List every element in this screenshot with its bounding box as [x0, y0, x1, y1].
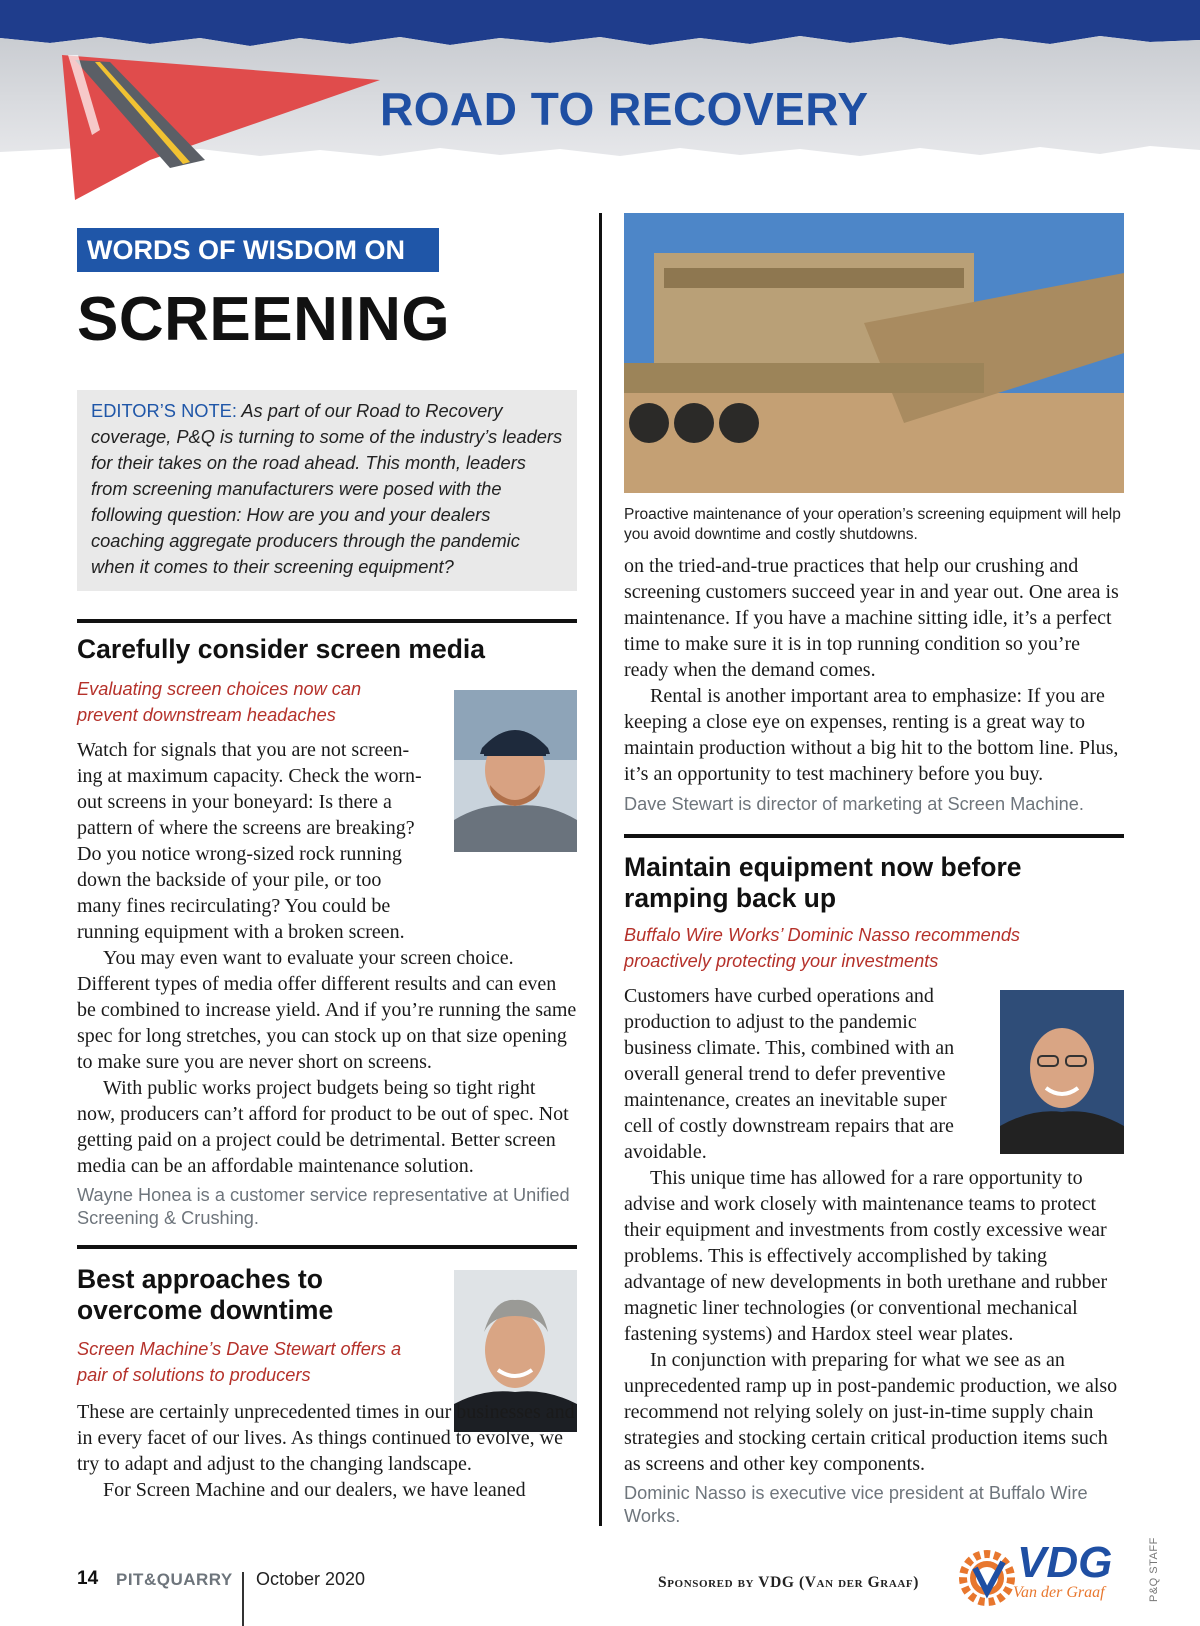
photo-credit-vertical [1148, 1522, 1162, 1602]
section-divider [77, 619, 577, 623]
vdg-logo [955, 1538, 1125, 1618]
magazine-name: PIT&QUARRY [116, 1570, 233, 1589]
paragraph: on the tried-and-true practices that help our crushing and screening customers succeed year in and year out. One area is maintenance. If you have a machine sitting idle, it’s a perfect time to make sure it is in top running condition so you’re ready when the demand comes. [624, 555, 1119, 681]
sponsor-text: Sponsored by VDG (Van der Graaf) [658, 1574, 919, 1591]
section-subhead-downtime: Screen Machine’s Dave Stewart offers a pair of solutions to producers [77, 1339, 402, 1385]
paragraph: For Screen Machine and our dealers, we have leaned [103, 1479, 526, 1501]
page-number: 14 [77, 1568, 99, 1589]
section-divider [624, 834, 1124, 838]
screening-equipment-photo [624, 213, 1124, 493]
footer-separator [242, 1572, 244, 1626]
section-body-downtime-part2 [624, 553, 1124, 787]
paragraph: In conjunction with preparing for what we see as an unprecedented ramp up in post-pandemic production, we also recommend not relying solely on just-in-time supply chain strategies and stocking certain critical production items such as screens and other key components. [624, 1349, 1118, 1475]
column-divider [599, 213, 602, 1526]
paragraph: This unique time has allowed for a rare opportunity to advise and work closely with maintenance teams to protect their equipment and investments from costly excessive wear problems. This is effectively accomplished by taking advantage of new developments in both urethane and rubber magnetic liner technologies (or conventional mechanical fastening systems) and Hardox steel wear plates. [624, 1167, 1108, 1345]
section-subhead-maintain-equipment: Buffalo Wire Works’ Dominic Nasso recommends proactively protecting your investments [624, 925, 1021, 971]
paragraph: These are certainly unprecedented times in our businesses and in every facet of our lives. As things continued to evolve, we try to adapt and adjust to the changing landscape. [77, 1401, 575, 1475]
editors-note-text: As part of our Road to Recovery coverage, P&Q is turning to some of the industry’s leaders for their takes on the road ahead. This month, leaders from screening manufacturers were posed with the following question: How are you and your dealers coaching aggregate producers through the pandemic when it comes to their screening equipment? [91, 400, 563, 577]
paragraph: With public works project budgets being so tight right now, producers can’t afford for product to be out of spec. Not getting paid on a project could be detrimental. Better screen media can be an affordable maintenance solution. [77, 1077, 569, 1177]
banner-title: ROAD TO RECOVERY [380, 83, 869, 135]
paragraph: Watch for signals that you are not screen-ing at maximum capacity. Check the worn-out screens in your boneyard: Is there a pattern of where the screens are breaking? Do you notice wrong-sized rock running down the backside of your pile, or too many fines recirculating? You could be running equipment with a broken screen. [77, 739, 422, 943]
section-body-screen-media [77, 737, 577, 1179]
paragraph: Customers have curbed operations and production to adjust to the pandemic business climate. This, combined with an overall general trend to defer preventive maintenance, creates an inevitable super cell of costly downstream repairs that are avoidable. [624, 985, 955, 1163]
section-body-downtime-part1 [77, 1399, 577, 1503]
section-body-maintain-equipment [624, 983, 1124, 1477]
vdg-logo-subtext: Van der Graaf [1013, 1584, 1105, 1601]
paragraph: You may even want to evaluate your screen choice. Different types of media offer different results and can even be combined to increase yield. And if you’re running the same spec for long stretches, you can stock up on that size opening to make sure you are never short on screens. [77, 947, 577, 1073]
paragraph: Rental is another important area to emphasize: If you are keeping a close eye on expenses, renting is a great way to maintain production without a big hit to the bottom line. Plus, it’s an opportunity to test machinery before you buy. [624, 685, 1119, 785]
section-heading-downtime: Best approaches to overcome downtime [77, 1264, 334, 1325]
photo-credit-text: P&Q STAFF [1148, 1537, 1160, 1602]
section-divider [77, 1245, 577, 1249]
issue-date: October 2020 [256, 1569, 366, 1589]
article-kicker: WORDS OF WISDOM ON [77, 228, 439, 272]
vdg-logo-text: VDG [1017, 1538, 1113, 1587]
author-credit-dave-stewart: Dave Stewart is director of marketing at Screen Machine. [624, 794, 1084, 814]
author-credit-wayne-honea: Wayne Honea is a customer service representative at Unified Screening & Crushing. [77, 1185, 570, 1228]
section-subhead-screen-media: Evaluating screen choices now can prevent downstream headaches [77, 679, 362, 725]
article-headline: SCREENING [77, 285, 451, 354]
section-heading-maintain-equipment: Maintain equipment now before ramping back up [624, 852, 1022, 913]
photo-caption: Proactive maintenance of your operation’s screening equipment will help you avoid downtime and costly shutdowns. [624, 506, 1121, 543]
editors-note-lead: EDITOR’S NOTE: [91, 400, 237, 421]
author-credit-dominic-nasso: Dominic Nasso is executive vice president at Buffalo Wire Works. [624, 1483, 1088, 1526]
editors-note-box [77, 390, 577, 591]
section-heading-screen-media: Carefully consider screen media [77, 634, 485, 664]
